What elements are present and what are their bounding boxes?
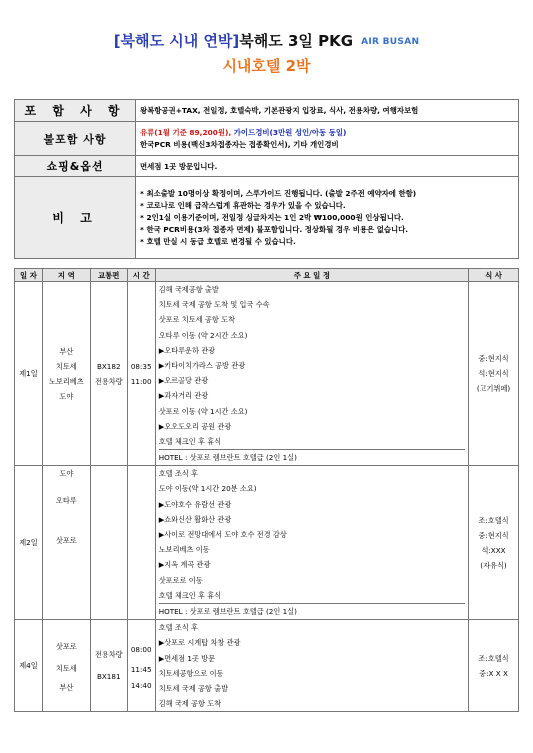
transport: 전용차량 (94, 376, 123, 386)
itinerary-item: ▶사이로 전망대에서 도야 호수 전경 감상 (158, 530, 287, 539)
itinerary-item: 노보리베츠 이동 (158, 545, 210, 555)
header (0, 30, 533, 77)
meal: 석:현지식 (478, 369, 509, 379)
itinerary-item: ▶오오도오리 공원 관광 (158, 421, 232, 431)
day-itinerary (155, 466, 468, 620)
shopping-text: 면세점 1곳 방문입니다. (136, 156, 519, 177)
meal: 조:호텔식 (478, 515, 509, 525)
day-regions (42, 466, 90, 620)
itinerary-item: 치토세 국제 공항 도착 및 입국 수속 (158, 300, 270, 310)
time: 08:00 (130, 644, 152, 654)
excluded-fuel: 유류(1월 기준 89,200원) (140, 127, 229, 137)
transport: BX181 (96, 671, 121, 681)
schedule-table (14, 268, 519, 712)
itinerary-item: 치토세공항으로 이동 (158, 668, 224, 678)
note-item: * 2인1실 이용기준이며, 전일정 싱글차지는 1인 2박 ₩100,000원 인상됩니다. (140, 212, 404, 222)
region: 도야 (59, 391, 74, 401)
itinerary-item: ▶면세점 1곳 방문 (158, 653, 216, 663)
region: 노보리베츠 (48, 376, 84, 386)
header-time: 시 간 (127, 269, 155, 282)
note-item: * 최소출발 10명이상 확정이며, 스루가이드 진행됩니다. (출발 2주전 예약자에 한함) (140, 188, 417, 198)
meal: (고기뷔페) (476, 384, 511, 394)
header-day: 일 자 (15, 269, 43, 282)
meal: 조:호텔식 (478, 653, 509, 663)
time: 08:35 (130, 361, 152, 371)
day-label: 제2일 (15, 466, 43, 620)
excluded-line2: 한국PCR 비용(백신3차접종자는 접종확인서), 기타 개인경비 (140, 139, 339, 149)
notes-label: 비 고 (15, 177, 136, 259)
note-item: * 코로나로 인해 급작스럽게 휴관하는 경우가 있을 수 있습니다. (140, 200, 346, 210)
day-transport (90, 620, 127, 712)
meal: (자유식) (480, 560, 507, 570)
schedule-day-row (15, 282, 519, 466)
itinerary-item: ▶오타루운하 관광 (158, 345, 216, 355)
region: 치토세 (55, 663, 77, 673)
notes-text (136, 177, 519, 259)
transport: 전용차량 (94, 649, 123, 659)
itinerary-item: ▶쇼와신산 활화산 관광 (158, 514, 232, 524)
meal: 중:현지식 (478, 530, 509, 540)
schedule-day-row (15, 466, 519, 620)
itinerary-item: 치토세 국제 공항 출발 (158, 683, 229, 693)
header-itinerary: 주 요 일 정 (155, 269, 468, 282)
transport: BX182 (96, 361, 121, 371)
day-regions (42, 620, 90, 712)
region: 오타루 (55, 496, 77, 506)
itinerary-item: ▶도야호수 유람선 관광 (158, 499, 232, 509)
airline-logo: AIR BUSAN (361, 37, 420, 47)
region: 도야 (59, 469, 74, 479)
day-transport (90, 282, 127, 466)
itinerary-item: ▶과자거리 관광 (158, 391, 209, 401)
schedule-header-row (15, 269, 519, 282)
itinerary-item: 호텔 체크인 후 휴식 (158, 590, 222, 600)
day-times (127, 282, 155, 466)
itinerary-item: ▶지옥 계곡 관광 (158, 560, 211, 570)
region: 부산 (59, 346, 74, 356)
included-label: 포 함 사 항 (15, 100, 136, 122)
time: 14:40 (130, 680, 152, 690)
day-times (127, 466, 155, 620)
info-table (14, 99, 519, 259)
day-transport (90, 466, 127, 620)
note-item: * 한국 PCR비용(3차 접종자 면제) 불포함입니다. 정상화될 경우 비용은 없습니다. (140, 224, 409, 234)
itinerary-item: 오타루 이동 (약 2시간 소요) (158, 330, 248, 340)
meal: 중:X X X (479, 668, 508, 678)
day-regions (42, 282, 90, 466)
itinerary-item: 삿포로 치토세 공항 도착 (158, 315, 235, 325)
excluded-label: 불포함 사항 (15, 122, 136, 156)
time: 11:45 (130, 664, 152, 674)
itinerary-item: 호텔 체크인 후 휴식 (158, 436, 222, 446)
header-meal: 식 사 (469, 269, 519, 282)
hotel-line: HOTEL : 삿포로 렘브란트 호텔급 (2인 1실) (159, 603, 465, 619)
meal: 중:현지식 (478, 354, 509, 364)
shopping-label: 쇼핑&옵션 (15, 156, 136, 177)
itinerary-item: 도야 이동(약 1시간 20분 소요) (158, 484, 257, 494)
region: 삿포로 (55, 536, 77, 546)
day-meals (469, 282, 519, 466)
note-item: * 호텔 만실 시 동급 호텔로 변경될 수 있습니다. (140, 236, 296, 246)
region: 치토세 (55, 361, 77, 371)
excluded-text: 유류(1월 기준 89,200원), 가이드경비(3만원 성인/아동 동일) 한국PCR 비용(백신3차접종자는 접종확인서), 기타 개인경비 (136, 122, 519, 156)
schedule-day-row (15, 620, 519, 712)
bracket-title: [북해도 시내 연박] (113, 32, 240, 50)
itinerary-item: 삿포로 이동 (약 1시간 소요) (158, 406, 248, 416)
day-label: 제1일 (15, 282, 43, 466)
header-region: 지 역 (42, 269, 90, 282)
region: 부산 (59, 682, 74, 692)
itinerary-item: ▶오르골당 관광 (158, 376, 209, 386)
included-text: 왕복항공권+TAX, 전일정, 호텔숙박, 기본관광지 입장료, 식사, 전용차량, 여행자보험 (136, 100, 519, 122)
main-title: 북해도 3일 PKG (239, 32, 354, 50)
header-transport: 교통편 (90, 269, 127, 282)
day-times (127, 620, 155, 712)
day-meals (469, 466, 519, 620)
day-label: 제4일 (15, 620, 43, 712)
main-title-line (0, 30, 533, 53)
day-itinerary (155, 620, 468, 712)
itinerary-item: 김해 국제공항 출발 (158, 285, 219, 294)
day-meals (469, 620, 519, 712)
excluded-guide: 가이드경비(3만원 성인/아동 동일) (233, 127, 347, 137)
meal: 석:XXX (481, 545, 506, 555)
hotel-line: HOTEL : 삿포로 렘브란트 호텔급 (2인 1실) (159, 449, 465, 465)
itinerary-item: 김해 국제 공항 도착 (158, 699, 222, 709)
itinerary-item: 호텔 조식 후 (158, 469, 198, 479)
itinerary-item: 삿포로로 이동 (158, 575, 203, 585)
itinerary-item: ▶키타이치가라스 공방 관광 (158, 360, 246, 370)
itinerary-item: ▶삿포로 시계탑 차창 관광 (158, 638, 241, 648)
time: 11:00 (130, 376, 152, 386)
itinerary-item: 호텔 조식 후 (158, 623, 198, 633)
region: 삿포로 (55, 641, 77, 651)
subtitle: 시내호텔 2박 (222, 57, 311, 75)
day-itinerary (155, 282, 468, 466)
